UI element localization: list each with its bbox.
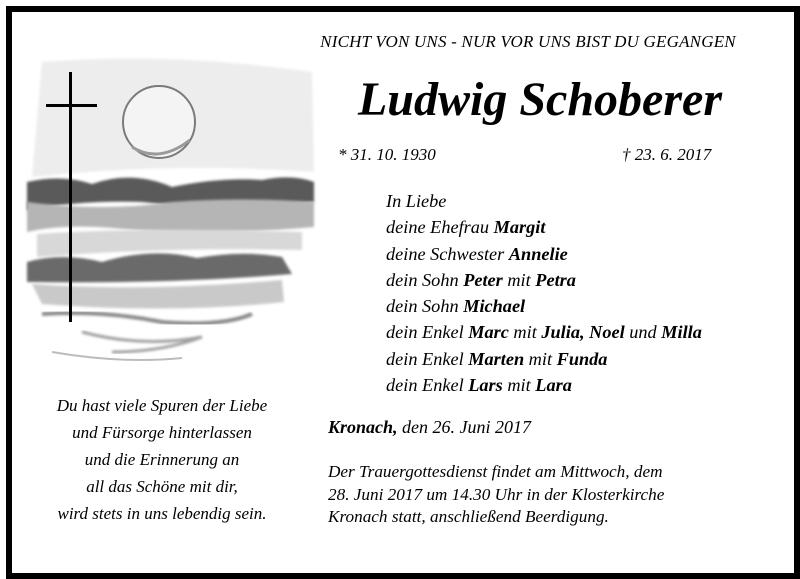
verse-line: und Fürsorge hinterlassen: [72, 423, 252, 442]
family-line: dein Sohn Peter mit Petra: [386, 269, 576, 290]
verse-line: Du hast viele Spuren der Liebe: [56, 396, 268, 415]
family-line: deine Schwester Annelie: [386, 243, 568, 264]
family-line: dein Enkel Marten mit Funda: [386, 348, 608, 369]
motto: NICHT VON UNS - NUR VOR UNS BIST DU GEGANGEN: [320, 32, 736, 51]
landscape-cross-illustration: [22, 52, 320, 370]
death-date: † 23. 6. 2017: [622, 145, 712, 164]
service-line: Der Trauergottesdienst findet am Mittwoch, dem: [328, 462, 663, 481]
birth-date: * 31. 10. 1930: [338, 145, 436, 164]
family-line: dein Enkel Lars mit Lara: [386, 375, 572, 396]
deceased-name: Ludwig Schoberer: [357, 73, 723, 126]
family-line: dein Sohn Michael: [386, 296, 526, 317]
verse-line: und die Erinnerung an: [84, 450, 240, 469]
family-line: dein Enkel Marc mit Julia, Noel und Milla: [386, 322, 702, 343]
family-line: In Liebe: [386, 191, 447, 211]
service-line: 28. Juni 2017 um 14.30 Uhr in der Klosterkirche: [328, 484, 665, 504]
verse-line: wird stets in uns lebendig sein.: [57, 504, 267, 523]
memorial-verse: [12, 392, 312, 527]
service-info: [328, 461, 778, 529]
service-line: Kronach statt, anschließend Beerdigung.: [328, 507, 609, 526]
family-list: [386, 188, 702, 398]
verse-line: all das Schöne mit dir,: [86, 477, 238, 496]
family-line: deine Ehefrau Margit: [386, 217, 546, 238]
place-date: Kronach, den 26. Juni 2017: [328, 417, 532, 437]
